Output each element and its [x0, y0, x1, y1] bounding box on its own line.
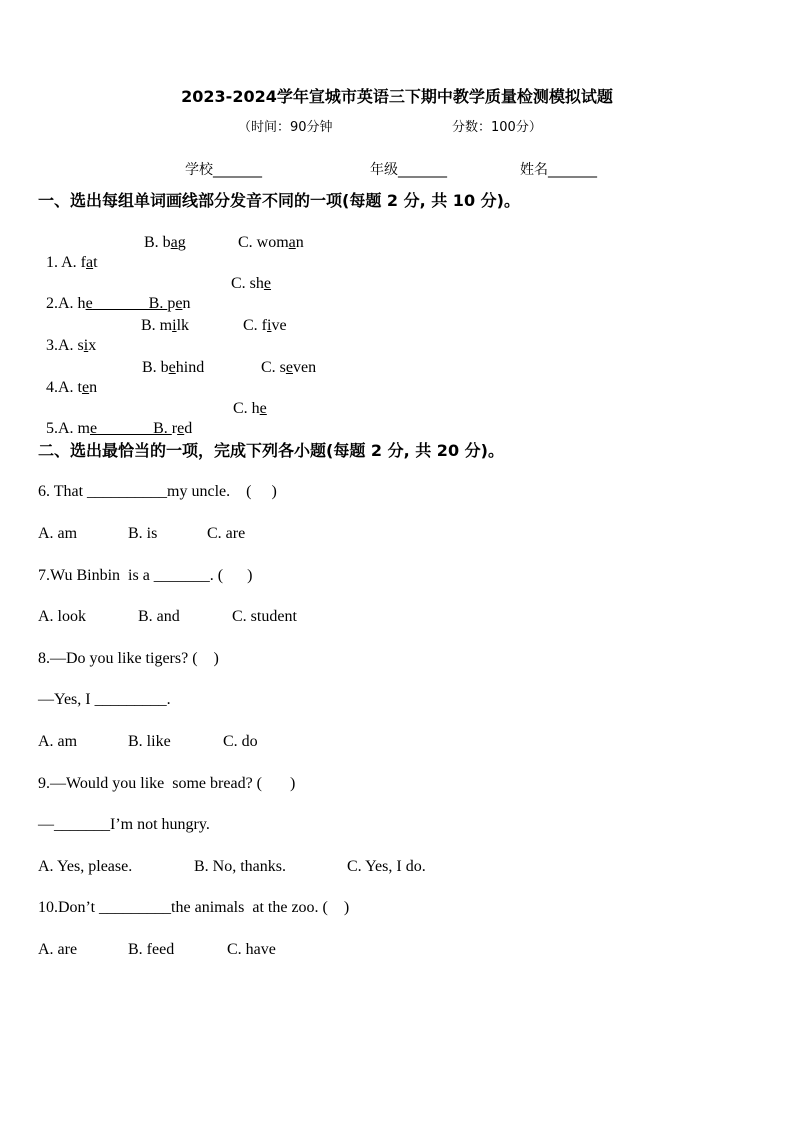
question-5-option-c: C. he — [233, 400, 267, 417]
question-1: 1. A. fat — [46, 254, 98, 271]
question-7-stem: 7.Wu Binbin is a _______. ( ) — [38, 567, 253, 584]
question-7-option-a: A. look — [38, 608, 86, 625]
question-6-option-c: C. are — [207, 525, 246, 542]
question-6-stem: 6. That __________my uncle. ( ) — [38, 483, 277, 500]
question-9-option-c: C. Yes, I do. — [347, 858, 426, 875]
question-8-reply: —Yes, I _________. — [38, 691, 171, 708]
question-1-option-b: B. bag — [144, 234, 186, 251]
school-field: 学校_______ — [185, 162, 262, 178]
question-9-option-b: B. No, thanks. — [194, 858, 286, 875]
question-6-option-b: B. is — [128, 525, 158, 542]
question-2-option-c: C. she — [231, 275, 272, 292]
question-4-option-b: B. behind — [142, 359, 205, 376]
question-10-option-b: B. feed — [128, 941, 175, 958]
grade-field: 年级_______ — [370, 162, 447, 178]
question-3: 3.A. six — [46, 337, 97, 354]
question-8-option-a: A. am — [38, 733, 78, 750]
name-field: 姓名_______ — [520, 162, 597, 178]
question-10-option-c: C. have — [227, 941, 276, 958]
exam-score: 分数：100分） — [452, 120, 542, 135]
question-10-stem: 10.Don’t _________the animals at the zoo. ( ) — [38, 899, 350, 916]
question-1-option-c: C. woman — [238, 234, 304, 251]
question-8-option-c: C. do — [223, 733, 258, 750]
question-3-option-b: B. milk — [141, 317, 190, 334]
section-2-heading: 二、选出最恰当的一项，完成下列各小题(每题 2 分, 共 20 分)。 — [38, 441, 504, 460]
question-6-option-a: A. am — [38, 525, 78, 542]
question-2: 2.A. he_______B. pen — [46, 295, 191, 312]
question-8-option-b: B. like — [128, 733, 171, 750]
page-title: 2023-2024学年宣城市英语三下期中教学质量检测模拟试题 — [181, 87, 613, 106]
question-8-stem: 8.—Do you like tigers? ( ) — [38, 650, 219, 667]
section-1-heading: 一、选出每组单词画线部分发音不同的一项(每题 2 分, 共 10 分)。 — [38, 191, 520, 210]
question-7-option-b: B. and — [138, 608, 180, 625]
question-10-option-a: A. are — [38, 941, 78, 958]
question-7-option-c: C. student — [232, 608, 297, 625]
question-9-stem: 9.—Would you like some bread? ( ) — [38, 775, 296, 792]
question-9-reply: —_______I’m not hungry. — [38, 816, 210, 833]
question-9-option-a: A. Yes, please. — [38, 858, 133, 875]
question-5: 5.A. me_______B. red — [46, 420, 193, 437]
question-4-option-c: C. seven — [261, 359, 317, 376]
exam-time: （时间：90分钟 — [238, 120, 333, 135]
question-3-option-c: C. five — [243, 317, 287, 334]
question-4: 4.A. ten — [46, 379, 98, 396]
